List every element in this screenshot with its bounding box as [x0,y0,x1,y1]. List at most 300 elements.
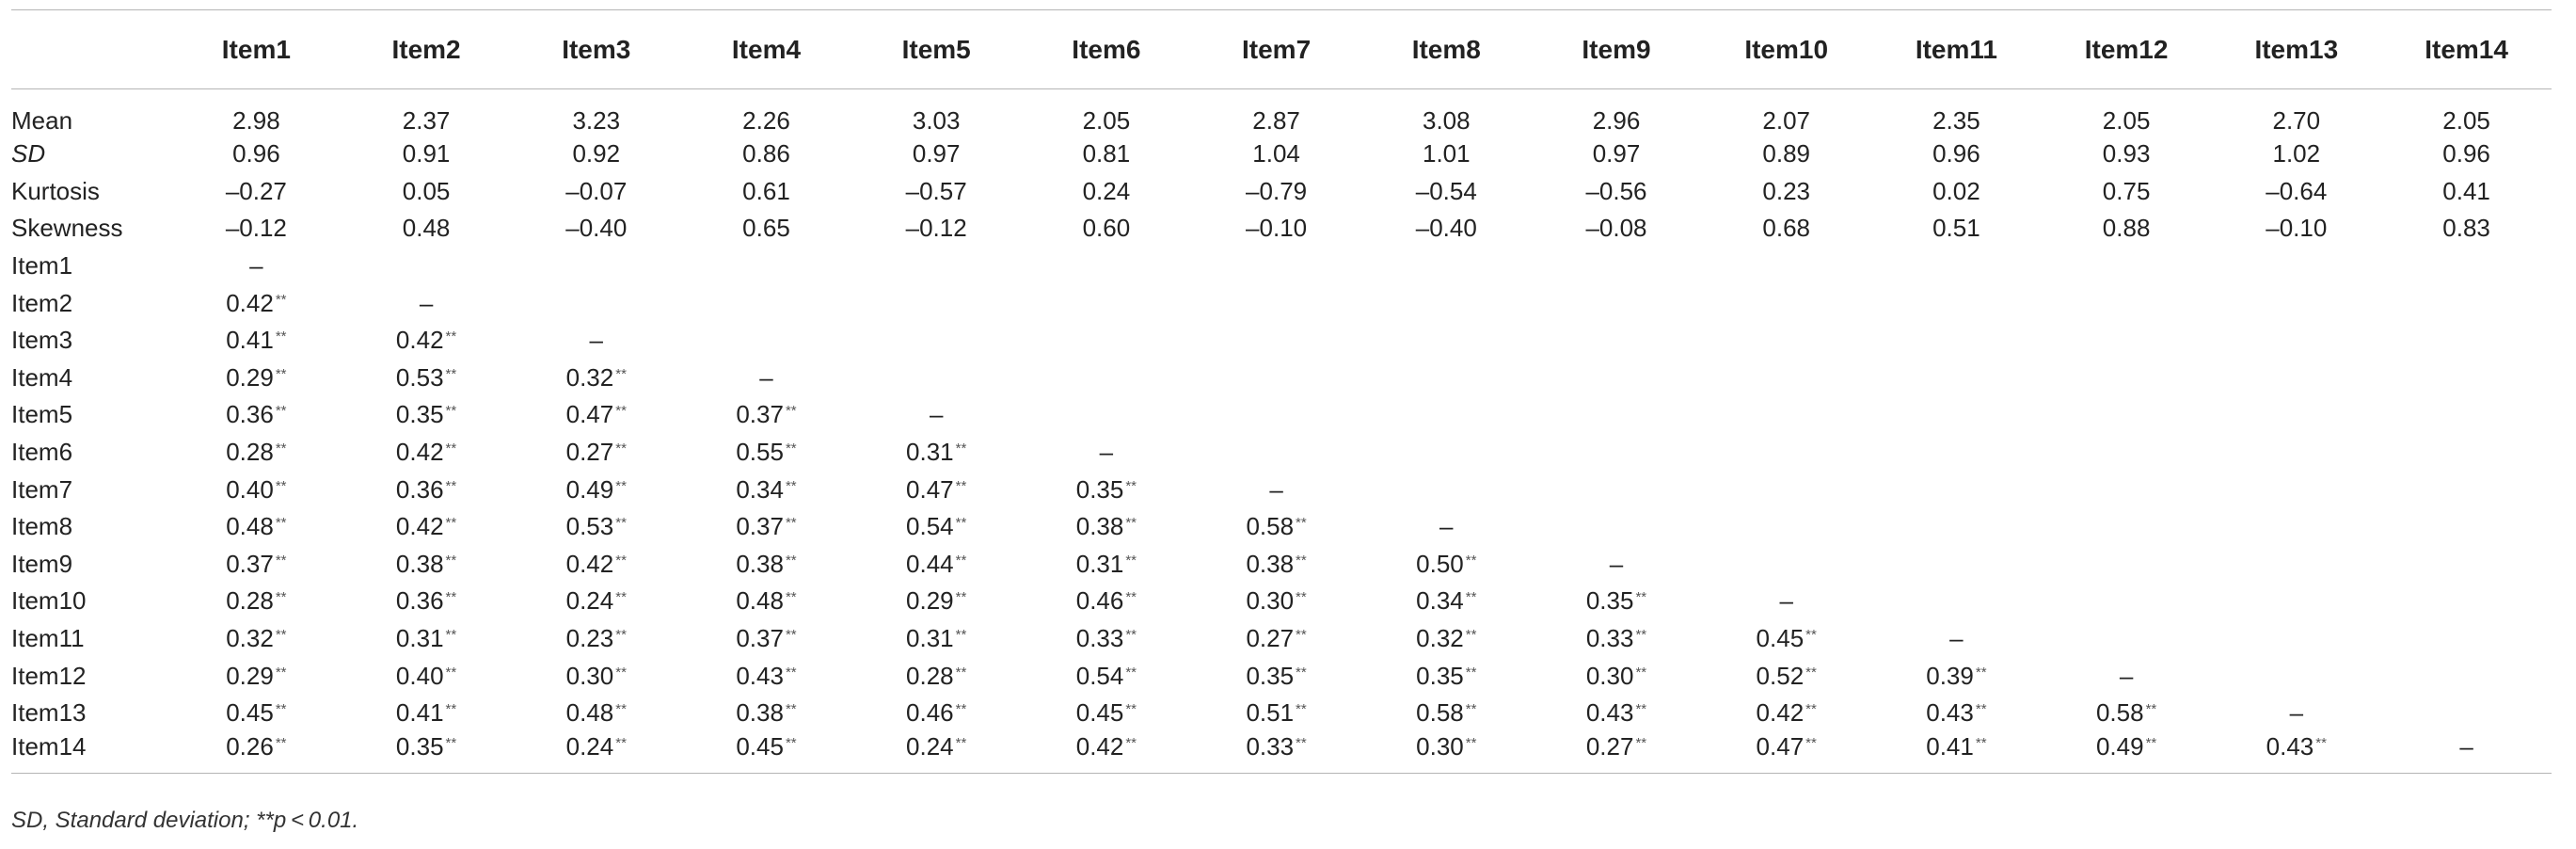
correlation-value: 0.27 [1585,731,1634,761]
significance-marker: ** [955,701,967,718]
row-label: Item13 [11,698,87,728]
correlation-cell [511,360,681,397]
correlation-cell [511,508,681,546]
diagonal-dash: – [2381,732,2552,774]
correlation-value: 0.50 [1416,549,1464,578]
correlation-value: 0.41 [1926,731,1974,761]
correlation-value: 0.42 [395,512,444,541]
significance-marker: ** [615,441,627,457]
column-header: Item7 [1191,10,1361,89]
significance-marker: ** [955,734,967,751]
correlation-cell [1701,620,1871,658]
stat-cell: –0.57 [905,176,967,205]
empty-cell [1701,396,1871,434]
correlation-value: 0.45 [226,698,274,728]
significance-marker: ** [1635,627,1647,644]
correlation-cell [851,546,1022,584]
stat-cell: 0.75 [2102,176,2151,205]
diagonal-dash: – [249,251,263,280]
column-header: Item5 [851,10,1022,89]
correlation-cell [342,434,512,472]
table-row [11,322,2552,360]
significance-marker: ** [785,734,797,751]
correlation-value: 0.53 [565,512,614,541]
correlation-cell [171,322,342,360]
row-label: Item11 [11,624,85,653]
significance-marker: ** [1296,627,1307,644]
significance-marker: ** [1635,589,1647,606]
row-label: Item4 [11,362,73,392]
correlation-value: 0.37 [226,549,274,578]
table-footnote: SD, Standard deviation; **p < 0.01. [11,808,359,833]
correlation-value: 0.30 [1246,586,1295,616]
correlation-cell [171,434,342,472]
correlation-cell [1191,695,1361,732]
correlation-cell [511,732,681,774]
row-label: Item9 [11,549,73,578]
diagonal-dash: – [1609,549,1624,578]
correlation-cell [511,657,681,695]
stat-cell: 2.96 [1592,106,1641,135]
empty-cell [1701,360,1871,397]
stat-cell: –0.27 [225,176,287,205]
stat-cell: 0.93 [2102,139,2151,168]
correlation-value: 0.39 [1926,661,1974,690]
empty-cell [1361,360,1532,397]
significance-marker: ** [445,328,457,345]
correlation-value: 0.46 [906,698,954,728]
table-row [11,583,2552,620]
correlation-value: 0.35 [395,400,444,429]
correlation-value: 0.29 [226,661,274,690]
correlation-cell [1701,732,1871,774]
empty-cell [1532,284,1702,322]
empty-cell [2042,508,2212,546]
empty-cell [1532,471,1702,508]
correlation-cell [342,322,512,360]
empty-cell [1022,360,1192,397]
column-header: Item4 [681,10,851,89]
correlation-cell [851,620,1022,658]
empty-cell [1532,360,1702,397]
empty-cell [1871,396,2042,434]
correlation-value: 0.32 [1416,624,1464,653]
correlation-value: 0.28 [906,661,954,690]
correlation-cell [1022,471,1192,508]
correlation-cell [681,657,851,695]
column-header: Item8 [1361,10,1532,89]
empty-cell [2381,360,2552,397]
correlation-value: 0.24 [565,586,614,616]
significance-marker: ** [275,328,287,345]
correlation-cell [342,695,512,732]
significance-marker: ** [1635,734,1647,751]
correlation-value: 0.43 [1926,698,1974,728]
correlation-cell [1532,620,1702,658]
correlation-value: 0.35 [1416,661,1464,690]
correlation-cell [342,620,512,658]
significance-marker: ** [1296,701,1307,718]
correlation-cell [1871,695,2042,732]
significance-marker: ** [2145,701,2157,718]
correlation-value: 0.30 [565,661,614,690]
significance-marker: ** [615,552,627,569]
diagonal-dash: – [1269,474,1283,504]
significance-marker: ** [615,365,627,382]
significance-marker: ** [1805,627,1817,644]
row-label: Skewness [11,214,123,243]
empty-cell [2211,360,2381,397]
empty-cell [2381,508,2552,546]
correlation-cell [1361,620,1532,658]
stat-cell: 0.97 [1592,139,1641,168]
significance-marker: ** [445,664,457,681]
correlation-cell [1532,695,1702,732]
stat-cell: –0.10 [1246,214,1308,243]
correlation-value: 0.27 [1246,624,1295,653]
stat-cell: 0.60 [1082,214,1131,243]
stat-cell: 0.81 [1082,139,1131,168]
stat-cell: 2.37 [402,106,451,135]
correlation-cell [851,471,1022,508]
empty-cell [2381,322,2552,360]
stat-cell: 1.01 [1422,139,1471,168]
significance-marker: ** [1125,477,1137,494]
correlation-value: 0.36 [226,400,274,429]
stat-cell: 2.05 [2102,106,2151,135]
correlation-cell [851,695,1022,732]
empty-cell [511,284,681,322]
correlation-cell [1191,620,1361,658]
significance-marker: ** [1125,515,1137,532]
empty-cell [1022,396,1192,434]
column-header: Item13 [2211,10,2381,89]
significance-marker: ** [275,365,287,382]
significance-marker: ** [785,664,797,681]
correlation-cell [1022,620,1192,658]
significance-marker: ** [1465,734,1477,751]
table-row [11,695,2552,732]
stat-cell: 0.23 [1762,176,1810,205]
significance-marker: ** [1125,589,1137,606]
stat-cell: –0.12 [905,214,967,243]
stat-cell: 2.98 [232,106,280,135]
empty-cell [1701,508,1871,546]
significance-marker: ** [955,441,967,457]
significance-marker: ** [1296,664,1307,681]
empty-cell [2042,620,2212,658]
empty-cell [851,360,1022,397]
diagonal-dash: – [2119,661,2134,690]
empty-cell [2211,620,2381,658]
correlation-cell [511,396,681,434]
correlation-value: 0.58 [1416,698,1464,728]
stat-cell: 2.35 [1932,106,1980,135]
empty-cell [2042,546,2212,584]
significance-marker: ** [1296,552,1307,569]
correlation-value: 0.35 [395,731,444,761]
significance-marker: ** [445,589,457,606]
diagonal-dash: – [2289,698,2304,728]
correlation-cell [851,732,1022,774]
stat-cell: 2.26 [742,106,790,135]
stat-cell: –0.40 [565,214,628,243]
significance-marker: ** [615,515,627,532]
row-label: Item7 [11,474,73,504]
empty-cell [1361,396,1532,434]
correlation-cell [1701,695,1871,732]
correlation-value: 0.32 [226,624,274,653]
correlation-value: 0.31 [1075,549,1124,578]
correlation-value: 0.38 [1246,549,1295,578]
correlation-cell [851,583,1022,620]
significance-marker: ** [275,589,287,606]
correlation-cell [171,508,342,546]
correlation-cell [1191,583,1361,620]
significance-marker: ** [615,627,627,644]
empty-cell [2381,657,2552,695]
correlation-value: 0.24 [906,731,954,761]
empty-cell [681,284,851,322]
row-label: Item10 [11,586,87,616]
empty-cell [2211,471,2381,508]
empty-cell [2211,396,2381,434]
correlation-value: 0.44 [906,549,954,578]
empty-cell [1191,322,1361,360]
significance-marker: ** [1975,701,1987,718]
empty-cell [1361,434,1532,472]
correlation-cell [1532,657,1702,695]
table-row [11,89,2552,136]
empty-cell [1191,248,1361,285]
correlation-value: 0.47 [906,474,954,504]
correlation-cell [171,284,342,322]
correlation-value: 0.42 [226,288,274,317]
column-header: Item2 [342,10,512,89]
empty-cell [2381,695,2552,732]
empty-cell [2381,248,2552,285]
column-header: Item14 [2381,10,2552,89]
significance-marker: ** [1805,701,1817,718]
empty-cell [1191,396,1361,434]
stat-cell: 0.68 [1762,214,1810,243]
significance-marker: ** [615,734,627,751]
significance-marker: ** [785,477,797,494]
significance-marker: ** [275,291,287,308]
correlation-value: 0.40 [395,661,444,690]
significance-marker: ** [445,477,457,494]
correlation-value: 0.40 [226,474,274,504]
table-row [11,546,2552,584]
significance-marker: ** [615,664,627,681]
empty-cell [2042,434,2212,472]
empty-cell [2381,471,2552,508]
significance-marker: ** [1975,664,1987,681]
correlation-cell [1022,508,1192,546]
significance-marker: ** [1296,589,1307,606]
correlation-value: 0.58 [2095,698,2144,728]
significance-marker: ** [1465,701,1477,718]
stat-cell: 0.41 [2442,176,2490,205]
empty-cell [1871,248,2042,285]
correlation-value: 0.27 [565,438,614,467]
significance-marker: ** [1125,701,1137,718]
stat-cell: 0.97 [912,139,961,168]
significance-marker: ** [445,403,457,420]
correlation-value: 0.30 [1585,661,1634,690]
table-row [11,732,2552,774]
stat-cell: 3.08 [1422,106,1471,135]
correlation-value: 0.41 [226,326,274,355]
row-label: Item8 [11,512,73,541]
diagonal-dash: – [1439,512,1454,541]
stat-cell: 0.96 [232,139,280,168]
stat-cell: –0.54 [1415,176,1477,205]
correlation-cell [342,583,512,620]
significance-marker: ** [785,403,797,420]
empty-cell [342,248,512,285]
row-label: Item14 [11,732,171,774]
correlation-cell [1701,657,1871,695]
empty-cell [1701,322,1871,360]
significance-marker: ** [2145,734,2157,751]
correlation-value: 0.45 [736,731,784,761]
stat-cell: 0.89 [1762,139,1810,168]
correlation-cell [511,583,681,620]
correlation-value: 0.23 [565,624,614,653]
significance-marker: ** [2315,734,2327,751]
significance-marker: ** [1296,734,1307,751]
column-header: Item12 [2042,10,2212,89]
correlation-cell [681,434,851,472]
correlation-cell [511,434,681,472]
significance-marker: ** [275,403,287,420]
empty-cell [1871,546,2042,584]
correlation-cell [342,508,512,546]
significance-marker: ** [1805,734,1817,751]
significance-marker: ** [1975,734,1987,751]
correlation-cell [681,732,851,774]
row-label: Mean [11,106,73,135]
correlation-value: 0.41 [395,698,444,728]
significance-marker: ** [445,441,457,457]
empty-cell [2211,583,2381,620]
stat-cell: 0.86 [742,139,790,168]
row-label: Item5 [11,400,73,429]
correlation-value: 0.48 [736,586,784,616]
significance-marker: ** [955,552,967,569]
stat-cell: –0.56 [1585,176,1647,205]
table-row [11,620,2552,658]
correlation-cell [681,546,851,584]
empty-cell [1361,248,1532,285]
empty-cell [2211,508,2381,546]
correlation-cell [1871,657,2042,695]
correlation-cell [1022,695,1192,732]
empty-cell [1701,284,1871,322]
correlation-value: 0.36 [395,586,444,616]
correlation-value: 0.38 [736,549,784,578]
correlation-cell [171,471,342,508]
correlation-value: 0.32 [565,362,614,392]
correlation-value: 0.28 [226,586,274,616]
correlation-cell [342,546,512,584]
correlation-cell [681,620,851,658]
empty-cell [1532,508,1702,546]
empty-cell [1701,248,1871,285]
significance-marker: ** [1465,664,1477,681]
empty-cell [2042,322,2212,360]
empty-cell [2211,657,2381,695]
empty-cell [1871,583,2042,620]
significance-marker: ** [275,441,287,457]
column-header: Item3 [511,10,681,89]
correlation-value: 0.36 [395,474,444,504]
correlation-value: 0.31 [395,624,444,653]
significance-marker: ** [1125,552,1137,569]
empty-cell [1191,360,1361,397]
correlation-cell [171,657,342,695]
empty-cell [2211,322,2381,360]
significance-marker: ** [1125,734,1137,751]
correlation-value: 0.53 [395,362,444,392]
correlation-cell [681,396,851,434]
correlation-cell [1361,657,1532,695]
correlation-value: 0.48 [226,512,274,541]
correlation-cell [511,471,681,508]
column-header: Item10 [1701,10,1871,89]
significance-marker: ** [785,552,797,569]
row-label: Item12 [11,661,87,690]
correlation-table [11,9,2552,774]
correlation-cell [171,695,342,732]
correlation-value: 0.42 [395,438,444,467]
significance-marker: ** [1465,627,1477,644]
correlation-value: 0.26 [226,731,274,761]
significance-marker: ** [785,627,797,644]
stat-cell: 2.70 [2272,106,2321,135]
significance-marker: ** [445,515,457,532]
column-header: Item9 [1532,10,1702,89]
correlation-value: 0.48 [565,698,614,728]
correlation-value: 0.43 [2266,731,2314,761]
row-label: Item2 [11,288,73,317]
empty-cell [1871,471,2042,508]
correlation-cell [1191,508,1361,546]
significance-marker: ** [445,552,457,569]
row-label: SD [11,139,46,168]
correlation-value: 0.52 [1756,661,1805,690]
correlation-cell [851,434,1022,472]
correlation-value: 0.47 [1756,731,1805,761]
empty-cell [1532,322,1702,360]
diagonal-dash: – [929,400,944,429]
table-body [11,89,2552,774]
significance-marker: ** [615,477,627,494]
empty-cell [851,284,1022,322]
correlation-cell [1361,732,1532,774]
correlation-cell [2042,695,2212,732]
correlation-value: 0.42 [1756,698,1805,728]
table-row [11,248,2552,285]
correlation-cell [1022,732,1192,774]
stat-cell: 0.65 [742,214,790,243]
empty-cell [1871,508,2042,546]
significance-marker: ** [1125,664,1137,681]
significance-marker: ** [785,589,797,606]
stat-cell: –0.40 [1415,214,1477,243]
correlation-value: 0.33 [1075,624,1124,653]
